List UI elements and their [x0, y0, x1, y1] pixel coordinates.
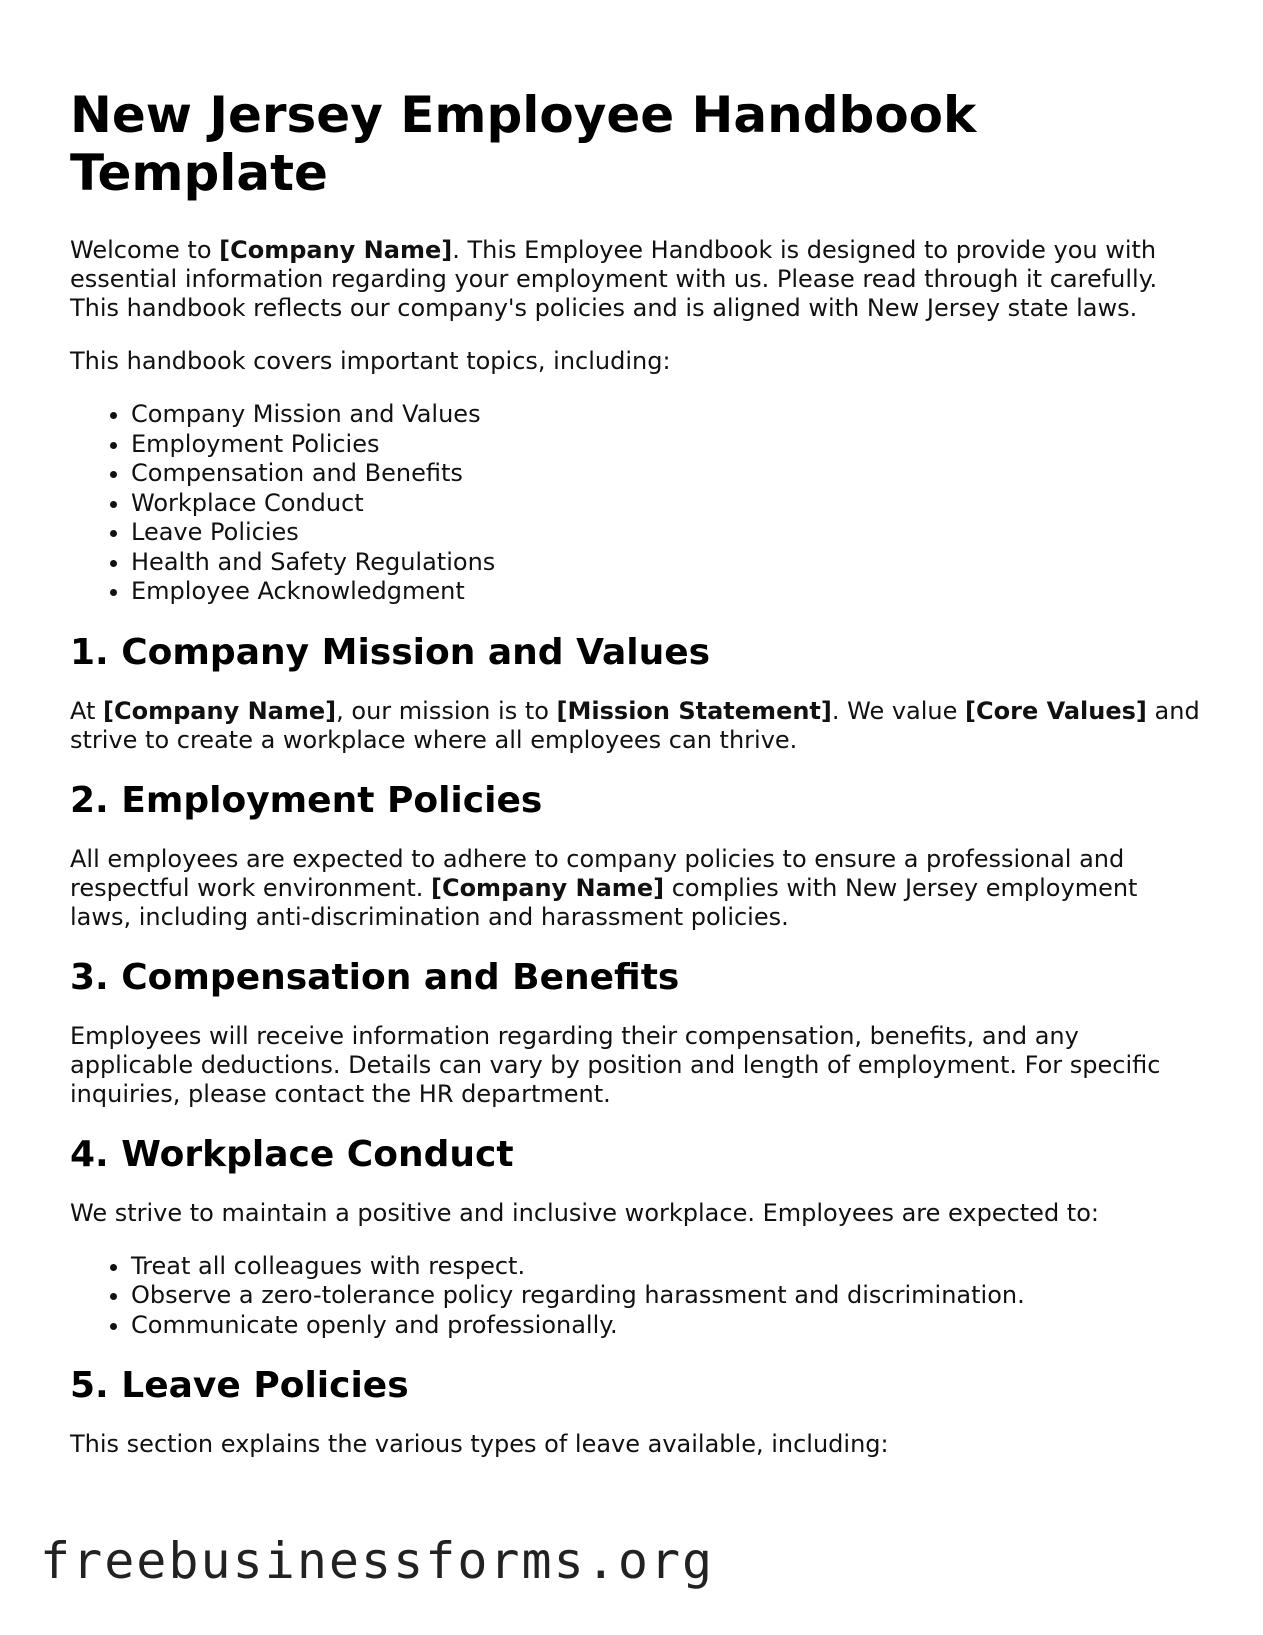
list-item: • Leave Policies	[131, 518, 1200, 548]
mission-statement-placeholder: [Mission Statement]	[556, 696, 832, 725]
list-item: • Workplace Conduct	[131, 489, 1200, 519]
list-item: • Health and Safety Regulations	[131, 548, 1200, 578]
list-item: • Compensation and Benefits	[131, 459, 1200, 489]
conduct-list	[70, 1252, 1200, 1341]
section-heading-mission: 1. Company Mission and Values	[70, 631, 711, 673]
topics-intro: This handbook covers important topics, including:	[70, 347, 671, 375]
conduct-paragraph: We strive to maintain a positive and inclusive workplace. Employees are expected to:	[70, 1198, 1099, 1227]
page-title: New Jersey Employee Handbook Template	[70, 86, 977, 202]
company-name-placeholder: [Company Name]	[219, 236, 453, 264]
intro-paragraph	[70, 236, 1200, 323]
watermark: freebusinessforms.org	[40, 1532, 715, 1590]
list-item: • Communicate openly and professionally.	[131, 1311, 1200, 1341]
topics-list	[70, 400, 1200, 607]
section-heading-employment: 2. Employment Policies	[70, 779, 543, 821]
employment-text-1: All employees are expected to adhere to company policies to ensure a professional and respectful work environment.	[70, 844, 1125, 902]
intro-text-2: . This Employee Handbook is designed to provide you with essential information regarding your employment with us. Please read through it carefully. This handbook reflects our company's policies and is aligned with New Jersey state laws.	[70, 236, 1158, 322]
section-heading-conduct: 4. Workplace Conduct	[70, 1133, 514, 1175]
mission-paragraph	[70, 697, 1200, 755]
mission-text-2: , our mission is to	[336, 696, 557, 725]
core-values-placeholder: [Core Values]	[965, 696, 1147, 725]
list-item: • Company Mission and Values	[131, 400, 1200, 430]
list-item: • Treat all colleagues with respect.	[131, 1252, 1200, 1282]
mission-text-4: and strive to create a workplace where all employees can thrive.	[70, 696, 1200, 754]
company-name-placeholder: [Company Name]	[103, 696, 337, 725]
intro-text-1: Welcome to	[70, 236, 220, 264]
employment-text-2: complies with New Jersey employment laws, including anti-discrimination and harassment policies.	[70, 873, 1138, 931]
leave-paragraph: This section explains the various types of leave available, including:	[70, 1430, 889, 1458]
employment-paragraph	[70, 845, 1200, 932]
section-heading-leave: 5. Leave Policies	[70, 1365, 409, 1406]
company-name-placeholder: [Company Name]	[430, 873, 665, 902]
document-page	[70, 86, 1200, 1483]
mission-text-3: . We value	[831, 696, 966, 725]
list-item: • Observe a zero-tolerance policy regarding harassment and discrimination.	[131, 1281, 1200, 1311]
list-item: • Employment Policies	[131, 430, 1200, 460]
section-heading-compensation: 3. Compensation and Benefits	[70, 956, 680, 998]
compensation-paragraph: Employees will receive information regarding their compensation, benefits, and any applicable deductions. Details can vary by position and length of employment. For specific inquiries, please contact the HR department.	[70, 1021, 1161, 1108]
mission-text-1: At	[70, 696, 104, 725]
list-item: • Employee Acknowledgment	[131, 577, 1200, 607]
